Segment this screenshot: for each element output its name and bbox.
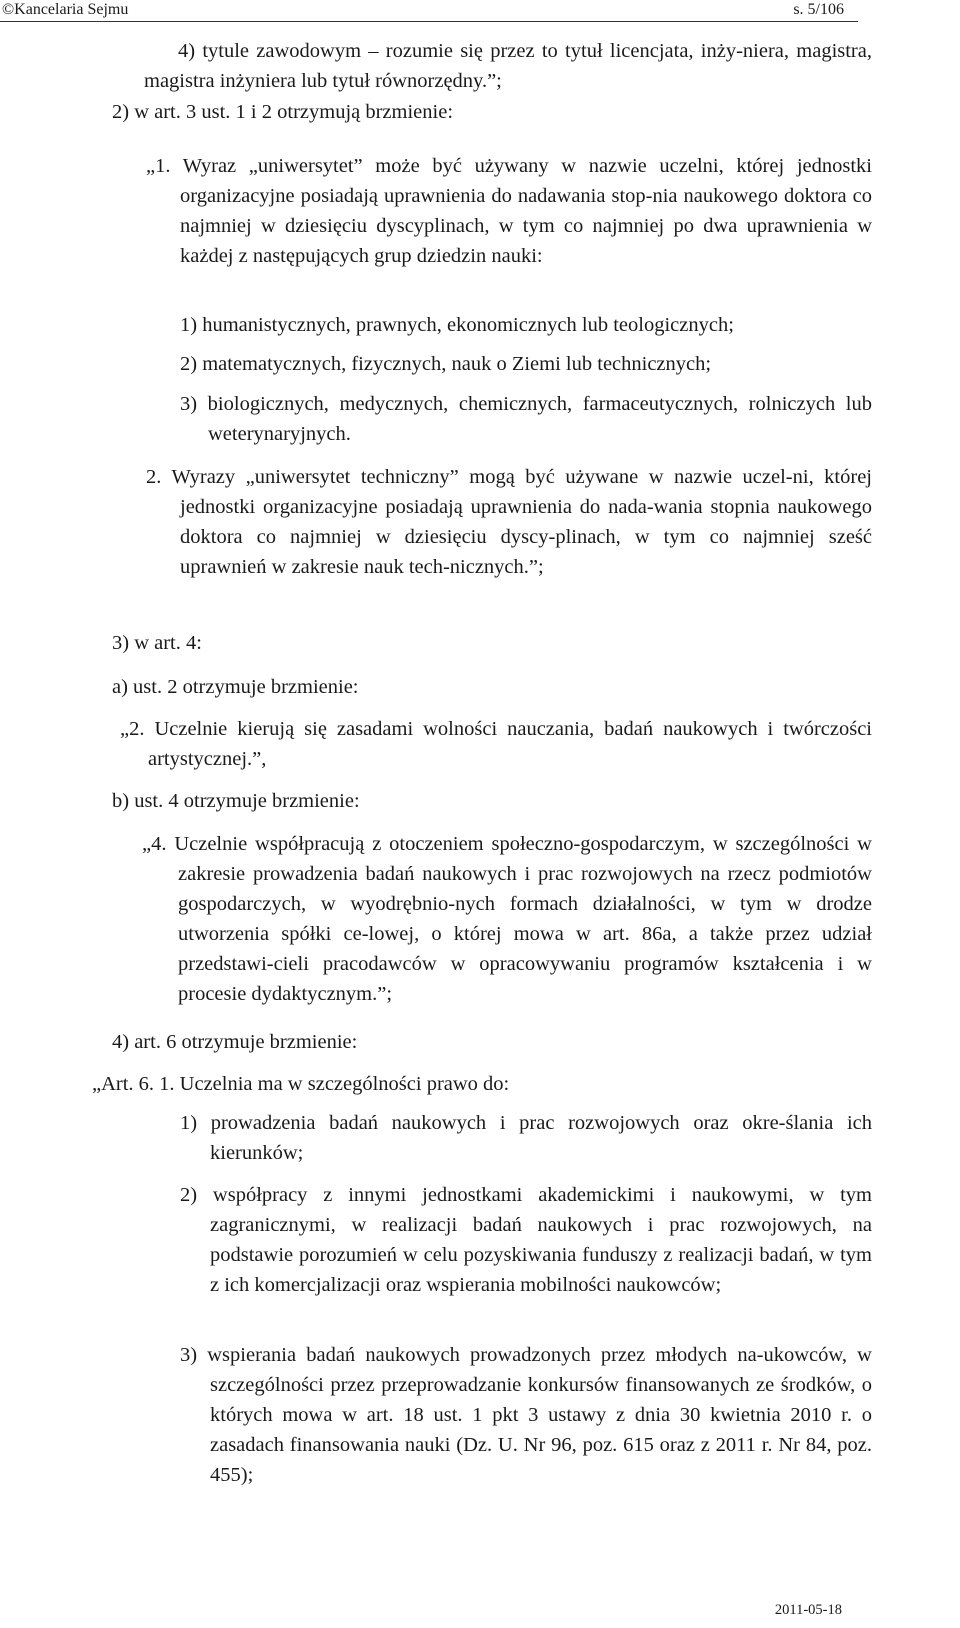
- paragraph-ust-2-uczelnie: „2. Uczelnie kierują się zasadami wolności nauczania, badań naukowych i twórczości artystycznej.”,: [120, 718, 872, 770]
- list-item-prowadzenia-badan: 1) prowadzenia badań naukowych i prac rozwojowych oraz okre-ślania ich kierunków;: [180, 1112, 872, 1164]
- header-divider: [0, 21, 858, 22]
- paragraph-letter-a: a) ust. 2 otrzymuje brzmienie:: [112, 676, 359, 698]
- list-item-wspierania-badan: 3) wspierania badań naukowych prowadzonych przez młodych na-ukowców, w szczególności przez przeprowadzanie konkursów finansowanych ze środków, o których mowa w art. 18 ust. 1 pkt 3 ustawy z dnia 30 kwietnia 2010 r. o zasadach finansowania nauki (Dz. U. Nr 96, poz. 615 oraz z 2011 r. Nr 84, poz. 455);: [180, 1344, 872, 1486]
- paragraph-point-2: 2) w art. 3 ust. 1 i 2 otrzymują brzmienie:: [112, 101, 454, 123]
- header-page-number: s. 5/106: [793, 1, 844, 18]
- paragraph-ust-2-uniwersytet-techniczny: 2. Wyrazy „uniwersytet techniczny” mogą być używane w nazwie uczel-ni, której jednostki organizacyjne posiadają uprawnienia do nada-wania stopnia naukowego doktora co najmniej w dziesięciu dyscy-plinach, w tym co najmniej sześć uprawnień w zakresie nauk tech-nicznych.”;: [146, 466, 872, 578]
- footer-date: 2011-05-18: [774, 1602, 842, 1618]
- paragraph-ust-1-uniwersytet: „1. Wyraz „uniwersytet” może być używany w nazwie uczelni, której jednostki organizacyjne posiadają uprawnienia do nadawania stop-nia naukowego doktora co najmniej w dziesięciu dyscyplinach, w tym co najmniej po dwa uprawnienia w każdej z następujących grup dziedzin nauki:: [146, 155, 872, 267]
- paragraph-letter-b: b) ust. 4 otrzymuje brzmienie:: [112, 790, 360, 812]
- header-source: ©Kancelaria Sejmu: [2, 1, 129, 18]
- list-item-biologicznych: 3) biologicznych, medycznych, chemicznych, farmaceutycznych, rolniczych lub weterynaryjnych.: [180, 393, 872, 445]
- list-item-wspolpracy: 2) współpracy z innymi jednostkami akademickimi i naukowymi, w tym zagranicznymi, w realizacji badań naukowych i prac rozwojowych, na podstawie porozumień w celu pozyskiwania funduszy z realizacji badań, w tym z ich komercjalizacji oraz wspierania mobilności naukowców;: [180, 1184, 872, 1296]
- paragraph-ust-4-wspolpraca: „4. Uczelnie współpracują z otoczeniem społeczno-gospodarczym, w szczególności w zakresie prowadzenia badań naukowych i prac rozwojowych na rzecz podmiotów gospodarczych, w wyodrębnio-nych formach działalności, w tym w drodze utworzenia spółki ce-lowej, o której mowa w art. 86a, a także przez udział przedstawi-cieli pracodawców w opracowywaniu programów kształcenia i w procesie dydaktycznym.”;: [142, 833, 872, 1005]
- paragraph-point-3: 3) w art. 4:: [112, 632, 202, 654]
- list-item-matematycznych: 2) matematycznych, fizycznych, nauk o Ziemi lub technicznych;: [180, 353, 712, 375]
- paragraph-point-4: 4) art. 6 otrzymuje brzmienie:: [112, 1031, 358, 1053]
- list-item-humanistycznych: 1) humanistycznych, prawnych, ekonomicznych lub teologicznych;: [180, 314, 734, 336]
- paragraph-art-6: „Art. 6. 1. Uczelnia ma w szczególności prawo do:: [92, 1073, 510, 1095]
- paragraph-item-4-tytul: 4) tytule zawodowym – rozumie się przez to tytuł licencjata, inży-niera, magistra, magistra inżyniera lub tytuł równorzędny.”;: [144, 40, 872, 92]
